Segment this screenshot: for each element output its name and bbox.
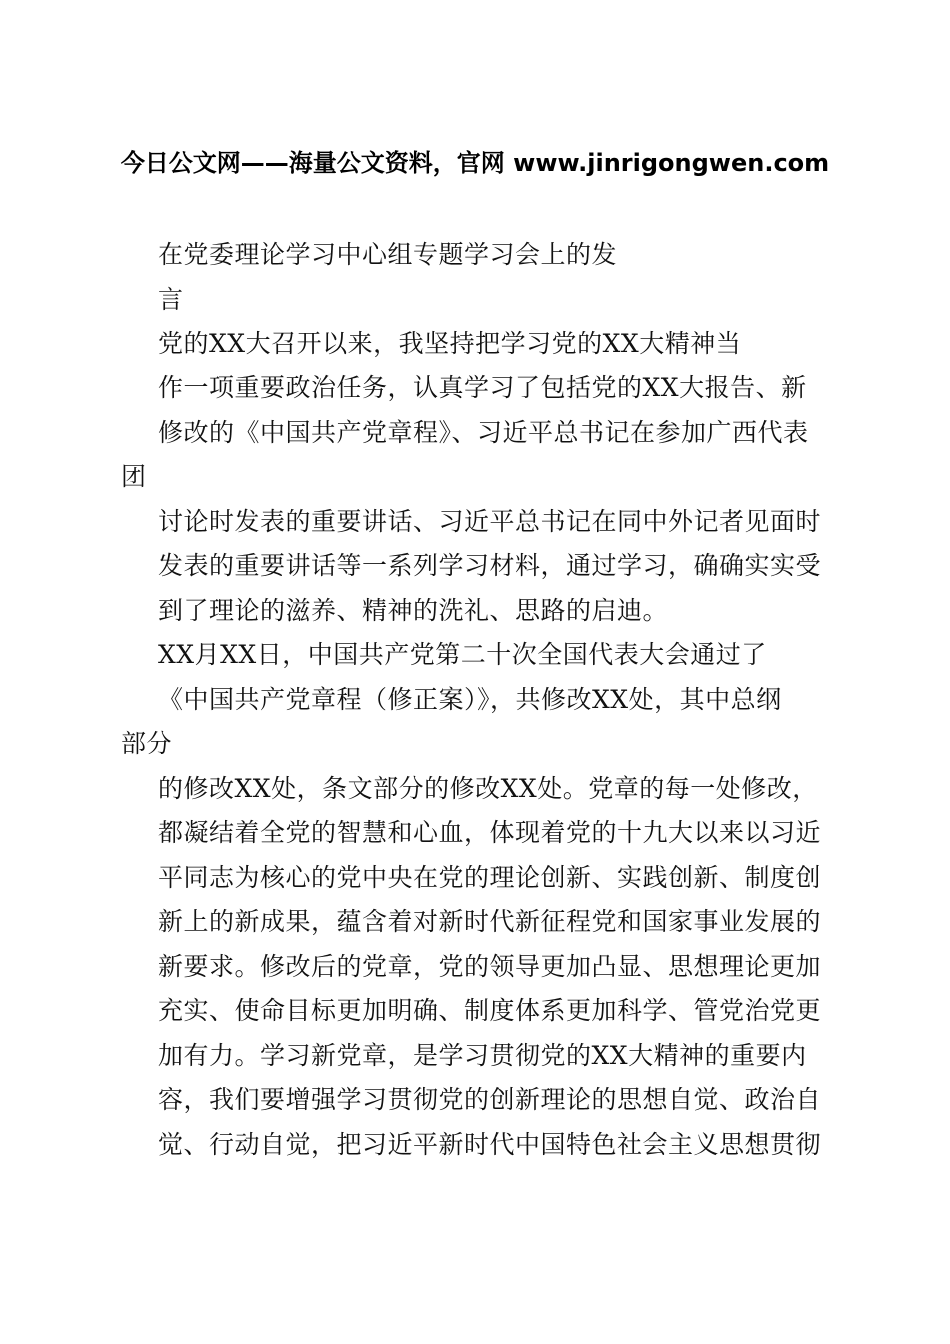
body-text-line: 新上的新成果，蕴含着对新时代新征程党和国家事业发展的	[158, 907, 822, 936]
site-header-title: 今日公文网——海量公文资料，官网 www.jinrigongwen.com	[120, 149, 830, 177]
body-text-line: 平同志为核心的党中央在党的理论创新、实践创新、制度创	[158, 863, 822, 892]
body-text-line: 的修改XX处，条文部分的修改XX处。党章的每一处修改，	[158, 774, 818, 803]
body-text-line: 发表的重要讲话等一系列学习材料，通过学习，确确实实受	[158, 551, 822, 580]
body-text-line: 都凝结着全党的智慧和心血，体现着党的十九大以来以习近	[158, 818, 822, 847]
body-text-line: 部分	[121, 729, 173, 758]
body-text-line: 团	[121, 462, 147, 491]
body-text-line: 作一项重要政治任务，认真学习了包括党的XX大报告、新	[158, 373, 807, 402]
body-text-line: 修改的《中国共产党章程》、习近平总书记在参加广西代表	[158, 418, 809, 447]
body-text-line: XX月XX日，中国共产党第二十次全国代表大会通过了	[158, 640, 767, 669]
body-text-line: 讨论时发表的重要讲话、习近平总书记在同中外记者见面时	[158, 507, 822, 536]
body-text-line: 加有力。学习新党章，是学习贯彻党的XX大精神的重要内	[158, 1041, 807, 1070]
body-text-line: 到了理论的滋养、精神的洗礼、思路的启迪。	[158, 596, 669, 625]
speech-title-line-2: 言	[158, 285, 184, 314]
body-text-line: 容，我们要增强学习贯彻党的创新理论的思想自觉、政治自	[158, 1085, 822, 1114]
body-text-line: 充实、使命目标更加明确、制度体系更加科学、管党治党更	[158, 996, 822, 1025]
body-text-line: 党的XX大召开以来，我坚持把学习党的XX大精神当	[158, 329, 742, 358]
body-text-line: 觉、行动自觉，把习近平新时代中国特色社会主义思想贯彻	[158, 1130, 822, 1159]
body-text-line: 新要求。修改后的党章，党的领导更加凸显、思想理论更加	[158, 952, 822, 981]
speech-title-line-1: 在党委理论学习中心组专题学习会上的发	[158, 240, 618, 269]
body-text-line: 《中国共产党章程（修正案）》，共修改XX处，其中总纲	[158, 685, 782, 714]
